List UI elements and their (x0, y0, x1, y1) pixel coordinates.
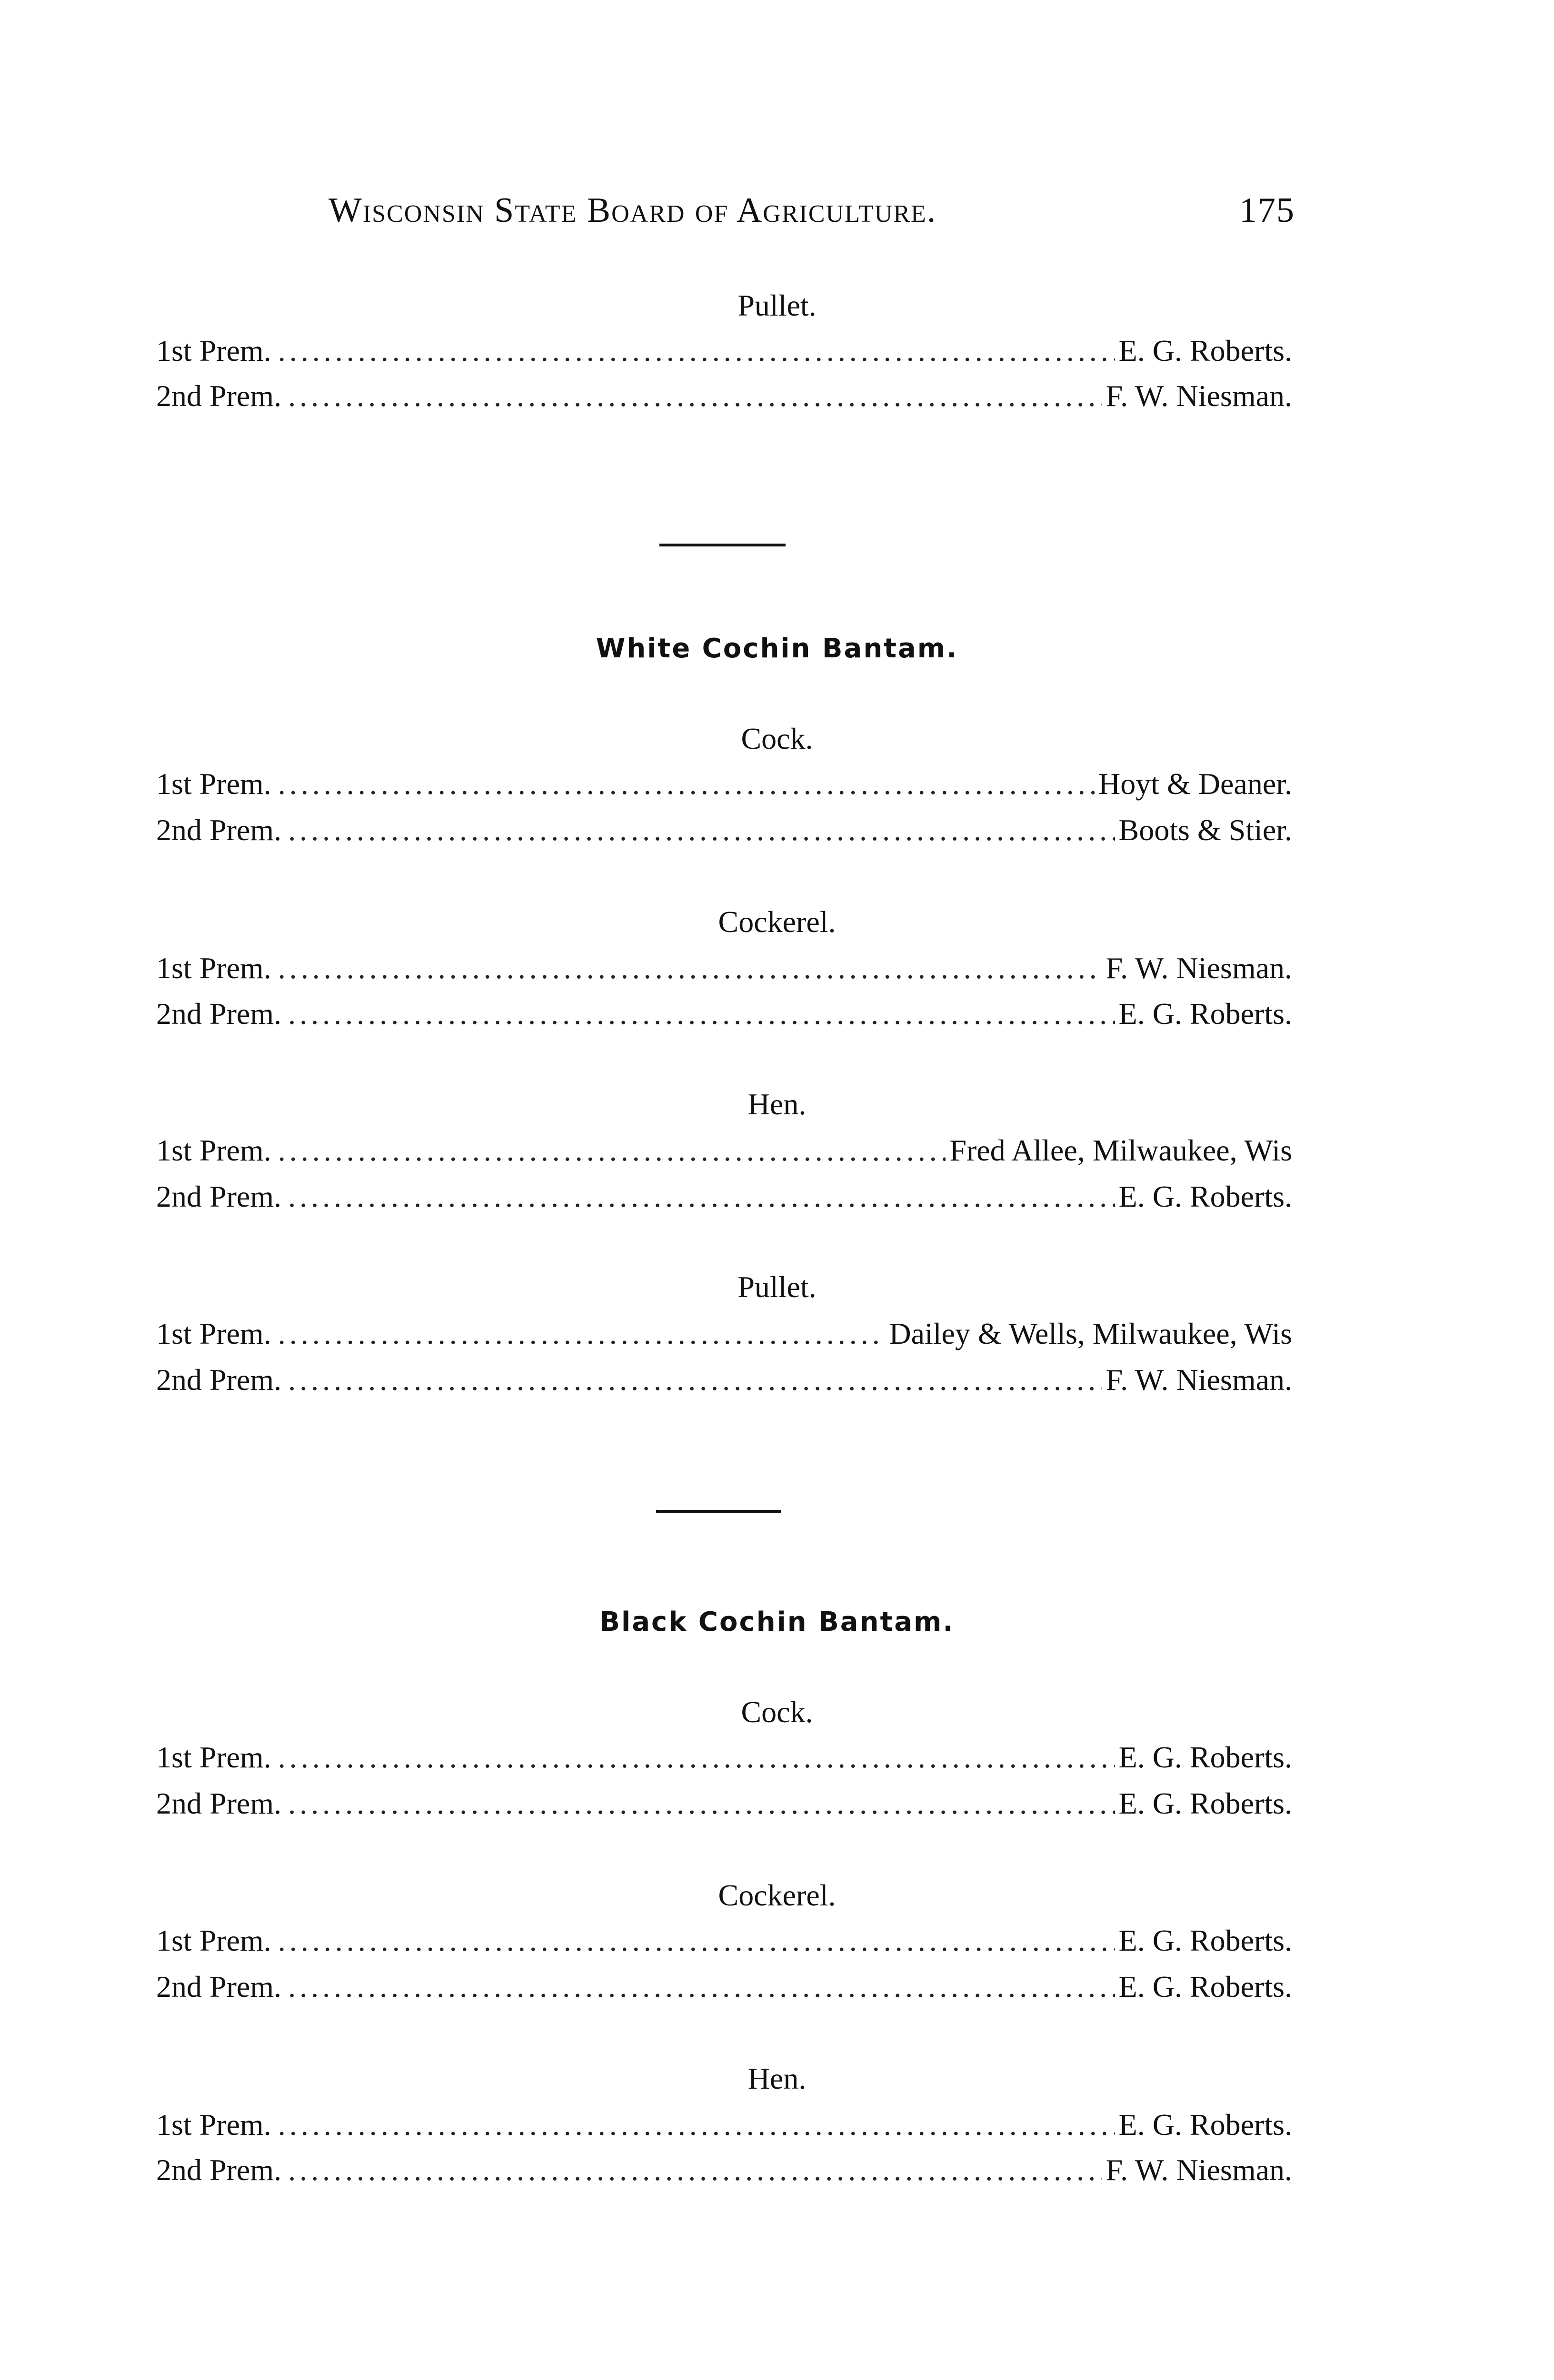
premium-row (156, 333, 1292, 376)
winner-name: E. G. Roberts. (1118, 1970, 1292, 2003)
premium-label: 1st Prem. (156, 767, 271, 801)
premium-row (156, 1786, 1292, 1829)
class-heading-pullet: Pullet. (737, 288, 817, 322)
winner-name: Dailey & Wells, Milwaukee, Wis (889, 1317, 1292, 1350)
premium-label: 2nd Prem. (156, 813, 282, 847)
premium-row (156, 378, 1292, 421)
premium-label: 2nd Prem. (156, 997, 282, 1031)
breed-heading-black-cochin-bantam: Black Cochin Bantam. (599, 1606, 955, 1637)
premium-row (156, 1316, 1292, 1359)
premium-label: 2nd Prem. (156, 1363, 282, 1397)
premium-label: 2nd Prem. (156, 1786, 282, 1820)
breed-heading-white-cochin-bantam: White Cochin Bantam. (596, 633, 958, 664)
dot-leader (288, 378, 1102, 414)
dot-leader (288, 1179, 1115, 1214)
winner-name: E. G. Roberts. (1118, 334, 1292, 367)
premium-label: 1st Prem. (156, 2108, 271, 2142)
premium-label: 2nd Prem. (156, 1180, 282, 1213)
premium-row (156, 2107, 1292, 2150)
premium-row (156, 1969, 1292, 2012)
premium-label: 1st Prem. (156, 1133, 271, 1167)
premium-row (156, 1133, 1292, 1176)
dot-leader (288, 996, 1115, 1031)
class-heading-cock: Cock. (741, 722, 813, 755)
dot-leader (288, 2152, 1102, 2188)
section-divider (659, 544, 786, 546)
winner-name: E. G. Roberts. (1118, 1924, 1292, 1957)
premium-row (156, 951, 1292, 993)
premium-row (156, 1179, 1292, 1222)
premium-row (156, 766, 1292, 809)
winner-name: Hoyt & Deaner. (1098, 767, 1292, 801)
winner-name: E. G. Roberts. (1118, 1786, 1292, 1820)
winner-name: E. G. Roberts. (1118, 1740, 1292, 1774)
dot-leader (278, 333, 1115, 368)
dot-leader (278, 1133, 946, 1168)
premium-label: 2nd Prem. (156, 379, 282, 413)
dot-leader (278, 951, 1102, 986)
class-heading-cock: Cock. (741, 1695, 813, 1729)
winner-name: F. W. Niesman. (1106, 2153, 1292, 2187)
winner-name: E. G. Roberts. (1118, 1180, 1292, 1213)
premium-label: 1st Prem. (156, 334, 271, 367)
class-heading-cockerel: Cockerel. (718, 1878, 836, 1912)
dot-leader (288, 1786, 1115, 1821)
section-divider (656, 1510, 781, 1513)
premium-label: 1st Prem. (156, 1740, 271, 1774)
premium-label: 2nd Prem. (156, 1970, 282, 2003)
premium-row (156, 996, 1292, 1039)
winner-name: F. W. Niesman. (1106, 951, 1292, 985)
winner-name: E. G. Roberts. (1118, 2108, 1292, 2142)
premium-row (156, 813, 1292, 855)
winner-name: Fred Allee, Milwaukee, Wis (949, 1133, 1292, 1167)
premium-label: 1st Prem. (156, 1924, 271, 1957)
premium-label: 1st Prem. (156, 1317, 271, 1350)
running-head (329, 190, 1295, 243)
dot-leader (278, 1923, 1115, 1958)
winner-name: Boots & Stier. (1118, 813, 1292, 847)
running-head-title: Wisconsin State Board of Agriculture. (329, 191, 937, 230)
winner-name: F. W. Niesman. (1106, 379, 1292, 413)
winner-name: E. G. Roberts. (1118, 997, 1292, 1031)
class-heading-hen: Hen. (747, 2062, 807, 2095)
premium-row (156, 1362, 1292, 1405)
dot-leader (288, 1969, 1115, 2004)
dot-leader (278, 2107, 1115, 2142)
dot-leader (278, 1316, 886, 1351)
premium-row (156, 1923, 1292, 1966)
dot-leader (278, 766, 1095, 802)
class-heading-hen: Hen. (747, 1087, 807, 1121)
premium-label: 1st Prem. (156, 951, 271, 985)
class-heading-pullet: Pullet. (737, 1270, 817, 1304)
page-number: 175 (1239, 191, 1295, 230)
dot-leader (288, 813, 1115, 848)
premium-row (156, 2152, 1292, 2195)
winner-name: F. W. Niesman. (1106, 1363, 1292, 1397)
dot-leader (288, 1362, 1102, 1398)
class-heading-cockerel: Cockerel. (718, 905, 836, 939)
premium-row (156, 1740, 1292, 1783)
premium-label: 2nd Prem. (156, 2153, 282, 2187)
dot-leader (278, 1740, 1115, 1775)
